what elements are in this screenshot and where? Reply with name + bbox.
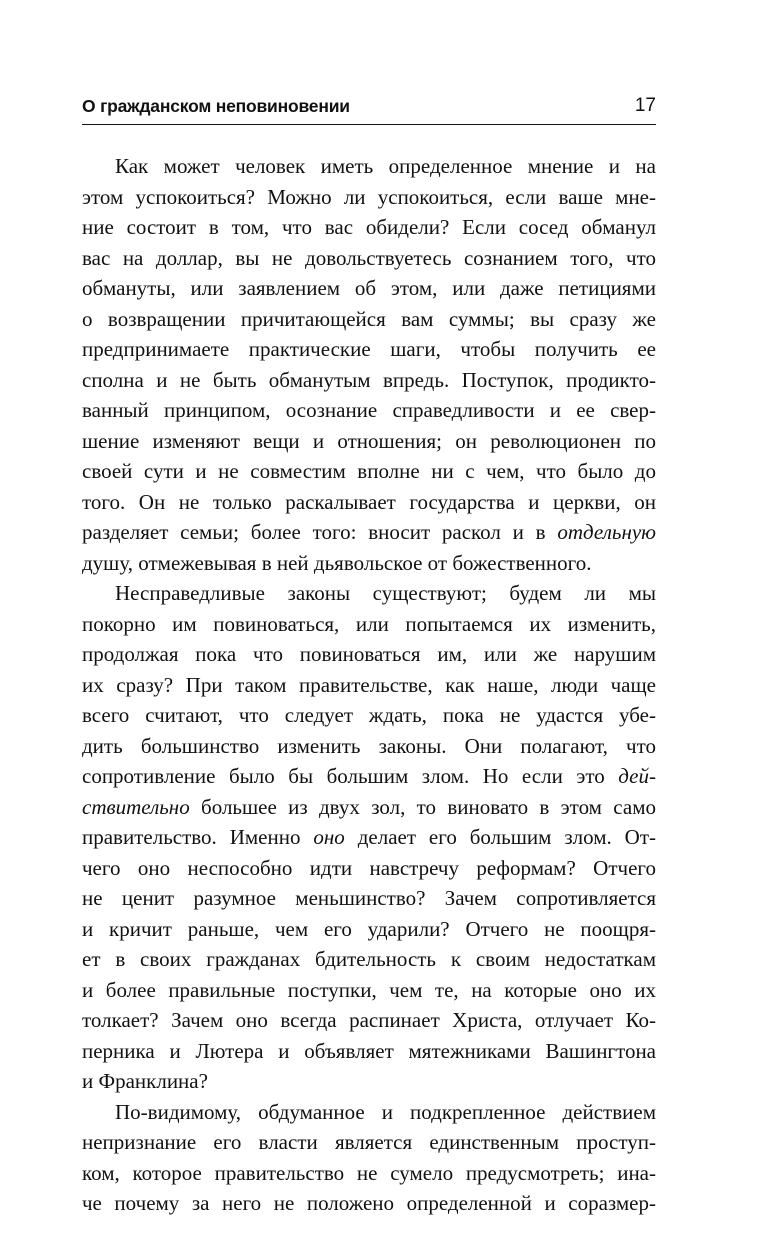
text-line xyxy=(82,304,656,335)
text-line xyxy=(82,944,656,975)
text-segment: покорно им повиноваться, или попытаемся их изменить, xyxy=(82,611,656,636)
text-line xyxy=(82,456,656,487)
text-segment: дить большинство изменить законы. Они полагают, что xyxy=(82,733,656,758)
text-line xyxy=(82,1036,656,1067)
text-segment: чего оно неспособно идти навстречу реформам? Отчего xyxy=(82,855,656,880)
running-header xyxy=(82,94,656,125)
text-line xyxy=(82,883,656,914)
text-segment: че почему за него не положено определенной и соразмер- xyxy=(82,1191,656,1215)
text-line xyxy=(82,273,656,304)
text-segment: того. Он не только раскалывает государства и церкви, он xyxy=(82,489,656,514)
text-segment: ет в своих гражданах бдительность к своим недостаткам xyxy=(82,947,656,971)
text-segment: шение изменяют вещи и отношения; он революционен по xyxy=(82,428,656,453)
text-segment: ком, которое правительство не сумело предусмотреть; ина- xyxy=(82,1160,656,1185)
text-line xyxy=(82,792,656,823)
italic-text: оно xyxy=(313,825,345,849)
text-line xyxy=(82,1158,656,1189)
paragraph xyxy=(82,1097,656,1219)
text-line xyxy=(82,1097,656,1128)
text-line xyxy=(82,761,656,792)
text-line xyxy=(82,1005,656,1036)
text-segment: ванный принципом, осознание справедливости и ее свер- xyxy=(82,398,656,422)
text-line xyxy=(82,487,656,518)
chapter-title: О гражданском неповиновении xyxy=(82,96,350,116)
text-segment: По-видимому, обдуманное и подкрепленное действием xyxy=(115,1099,656,1124)
text-line xyxy=(82,243,656,274)
text-segment: ние состоит в том, что вас обидели? Если сосед обманул xyxy=(82,215,656,239)
body-text xyxy=(82,151,656,1219)
text-segment: и кричит раньше, чем его ударили? Отчего не поощря- xyxy=(82,916,656,941)
text-segment: и Франклина? xyxy=(82,1069,208,1093)
text-line xyxy=(82,517,656,548)
text-segment: делает его большим злом. От- xyxy=(344,825,656,849)
text-line xyxy=(82,1066,656,1097)
text-segment: Несправедливые законы существуют; будем ли мы xyxy=(115,581,656,605)
text-segment: своей сути и не совместим вполне ни с чем, что было до xyxy=(82,459,656,483)
text-line xyxy=(82,853,656,884)
text-segment: Как может человек иметь определенное мнение и на xyxy=(115,154,656,178)
text-segment: перника и Лютера и объявляет мятежниками Вашингтона xyxy=(82,1038,656,1063)
text-segment: их сразу? При таком правительстве, как наше, люди чаще xyxy=(82,672,656,697)
text-segment: толкает? Зачем оно всегда распинает Христа, отлучает Ко- xyxy=(82,1008,656,1032)
text-line xyxy=(82,1188,656,1219)
text-segment: продолжая пока что повиноваться им, или же нарушим xyxy=(82,642,656,666)
text-segment: всего считают, что следует ждать, пока не удастся убе- xyxy=(82,703,656,727)
text-line xyxy=(82,822,656,853)
text-line xyxy=(82,700,656,731)
italic-text: ствительно xyxy=(82,794,190,819)
text-line xyxy=(82,975,656,1006)
text-line xyxy=(82,914,656,945)
text-line xyxy=(82,395,656,426)
text-segment: душу, отмежевывая в ней дьявольское от божественного. xyxy=(82,550,592,575)
text-segment: сполна и не быть обманутым впредь. Поступок, продикто- xyxy=(82,367,656,392)
text-segment: разделяет семьи; более того: вносит раскол и в xyxy=(82,520,558,544)
text-segment: обмануты, или заявлением об этом, или даже петициями xyxy=(82,276,656,300)
paragraph xyxy=(82,151,656,578)
text-segment: не ценит разумное меньшинство? Зачем сопротивляется xyxy=(82,886,656,910)
text-line xyxy=(82,426,656,457)
text-segment: сопротивление было бы большим злом. Но если это xyxy=(82,764,619,788)
text-segment: большее из двух зол, то виновато в этом само xyxy=(189,794,656,819)
text-line xyxy=(82,731,656,762)
text-line xyxy=(82,578,656,609)
text-line xyxy=(82,670,656,701)
text-segment: непризнание его власти является единственным проступ- xyxy=(82,1130,656,1154)
text-segment: этом успокоиться? Можно ли успокоиться, если ваше мне- xyxy=(82,184,656,209)
text-line xyxy=(82,182,656,213)
text-segment: правительство. Именно xyxy=(82,825,314,849)
text-line xyxy=(82,1127,656,1158)
text-segment: о возвращении причитающейся вам суммы; вы сразу же xyxy=(82,306,656,331)
text-line xyxy=(82,609,656,640)
italic-text: дей- xyxy=(618,764,656,788)
text-line xyxy=(82,151,656,182)
text-line xyxy=(82,548,656,579)
text-segment: и более правильные поступки, чем те, на которые оно их xyxy=(82,977,656,1002)
text-line xyxy=(82,639,656,670)
paragraph xyxy=(82,578,656,1097)
text-segment: предпринимаете практические шаги, чтобы получить ее xyxy=(82,337,656,361)
text-segment: вас на доллар, вы не довольствуетесь сознанием того, что xyxy=(82,245,656,270)
page-number: 17 xyxy=(634,95,656,116)
text-line xyxy=(82,212,656,243)
italic-text: отдельную xyxy=(557,520,656,544)
text-line xyxy=(82,334,656,365)
text-line xyxy=(82,365,656,396)
